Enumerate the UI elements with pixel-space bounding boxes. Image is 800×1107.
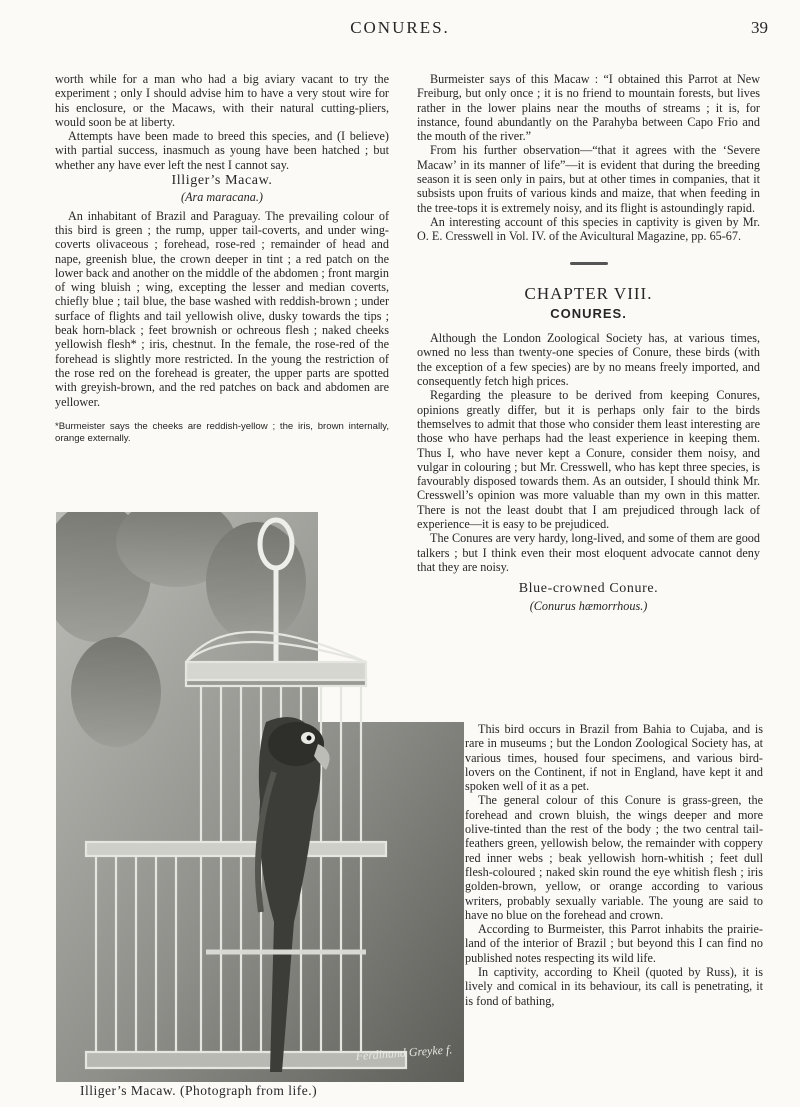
paragraph: Burmeister says of this Macaw : “I obtained this Parrot at New Freiburg, but only once ; it is no friend to mountain forests, but lives rather in the lower plains near the mouths of streams ; it is, for instance, found abundantly on the Parahyba between Capo Frio and the mouth of the river.” <box>417 72 760 144</box>
paragraph: Although the London Zoological Society has, at various times, owned no less than twenty-one species of Conure, these birds (with the exception of a few species) are by no means freely imported, and consequently fetch high prices. <box>417 331 760 389</box>
paragraph: Regarding the pleasure to be derived from keeping Conures, opinions greatly differ, but it is perhaps only fair to the birds themselves to admit that those who consider them least interesting are those who have perhaps had the least experience in keeping them. Thus I, who have never kept a Conure, consider them noisy, and vulgar in colouring ; but Mr. Cresswell, who has kept three species, is favourably disposed towards them. As an outsider, I should think Mr. Cresswell’s opinion was more valuable than my own in this matter. There is not the least doubt that I am prejudiced through lack of experience—it is easy to be prejudiced. <box>417 388 760 532</box>
latin-name: (Conurus hæmorrhous.) <box>529 598 648 613</box>
page-title: CONURES. <box>350 18 450 37</box>
running-header <box>0 18 800 48</box>
macaw-photograph <box>56 512 464 1082</box>
footnote: *Burmeister says the cheeks are reddish-yellow ; the iris, brown internally, orange externally. <box>55 420 389 444</box>
paragraph: Attempts have been made to breed this species, and (I believe) with partial success, inasmuch as young have been hatched ; but whether any have ever left the nest I cannot say. <box>55 129 389 172</box>
figure-caption: Illiger’s Macaw. (Photograph from life.) <box>80 1083 318 1098</box>
paragraph: This bird occurs in Brazil from Bahia to Cujaba, and is rare in museums ; but the London Zoological Society has, at various times, housed four specimens, and various bird-lovers on the Continent, if not in England, have kept it and spoken well of it as a pet. <box>465 722 763 794</box>
paragraph: According to Burmeister, this Parrot inhabits the prairie-land of the interior of Brazil ; but beyond this I can find no published notes respecting its wild life. <box>465 922 763 965</box>
chapter-heading: CHAPTER VIII. <box>524 283 653 303</box>
section-heading: Illiger’s Macaw. <box>171 173 273 189</box>
left-column <box>55 72 389 445</box>
paragraph: An inhabitant of Brazil and Paraguay. The prevailing colour of this bird is green ; the rump, upper tail-coverts, and under wing-coverts olivaceous ; forehead, rose-red ; remainder of head and nape, greenish blue, the crown deeper in tint ; a red patch on the lower back and another on the middle of the abdomen ; front margin of wing bluish ; wing, excepting the lesser and median coverts, chiefly blue ; tail blue, the base washed with reddish-brown ; under surface of flights and tail yellowish olive, dusky towards the tips ; beak horn-black ; feet brownish or ochreous flesh ; naked cheeks yellowish flesh* ; iris, chestnut. In the female, the rose-red of the forehead is slightly more restricted. In the young the restriction of the rose red on the forehead is greater, the upper parts are spotted with greyish-brown, and the red patches on back and abdomen are yellower. <box>55 208 389 409</box>
section-heading: Blue-crowned Conure. <box>518 581 659 597</box>
chapter-title: CONURES. <box>550 305 627 321</box>
paragraph: An interesting account of this species in captivity is given by Mr. O. E. Cresswell in Vol. IV. of the Avicultural Magazine, pp. 65-67. <box>417 214 760 244</box>
section-divider <box>570 262 608 265</box>
photo-svg <box>56 512 464 1082</box>
paragraph: The general colour of this Conure is grass-green, the forehead and crown bluish, the wings deeper and more olive-tinted than the rest of the body ; the two central tail-feathers green, yellowish below, the remainder with coppery red inner webs ; beak yellowish horn-whitish ; feet dull flesh-coloured ; naked skin round the eye whitish flesh ; iris golden-brown, yellow, or orange according to various writers, probably sexually variable. The young are said to have no blue on the forehead and crown. <box>465 793 763 922</box>
paragraph: The Conures are very hardy, long-lived, and some of them are good talkers ; but I think even their most eloquent advocate cannot deny that they are noisy. <box>417 531 760 574</box>
paragraph: In captivity, according to Kheil (quoted by Russ), it is lively and comical in its behaviour, its call is penetrating, it is fond of bathing, <box>465 965 763 1008</box>
wrapped-text <box>465 722 763 1008</box>
page-number: 39 <box>751 18 768 37</box>
svg-text:Ferdinand Greyke f.: Ferdinand Greyke f. <box>355 1042 453 1063</box>
paragraph: worth while for a man who had a big aviary vacant to try the experiment ; only I should advise him to have a very stout wire for his enclosure, or the Macaws, with their natural cutting-pliers, would soon be at liberty. <box>55 72 389 129</box>
latin-name: (Ara maracana.) <box>181 190 263 205</box>
paragraph: From his further observation—“that it agrees with the ‘Severe Macaw’ in its manner of life”—it is evident that during the breeding season it is seen only in pairs, but at other times in companies, that it subsists upon fruits of various kinds and maize, that when feeding in the tree-tops it is extremely noisy, and its flight is astoundingly rapid. <box>417 143 760 215</box>
right-column <box>417 72 760 617</box>
